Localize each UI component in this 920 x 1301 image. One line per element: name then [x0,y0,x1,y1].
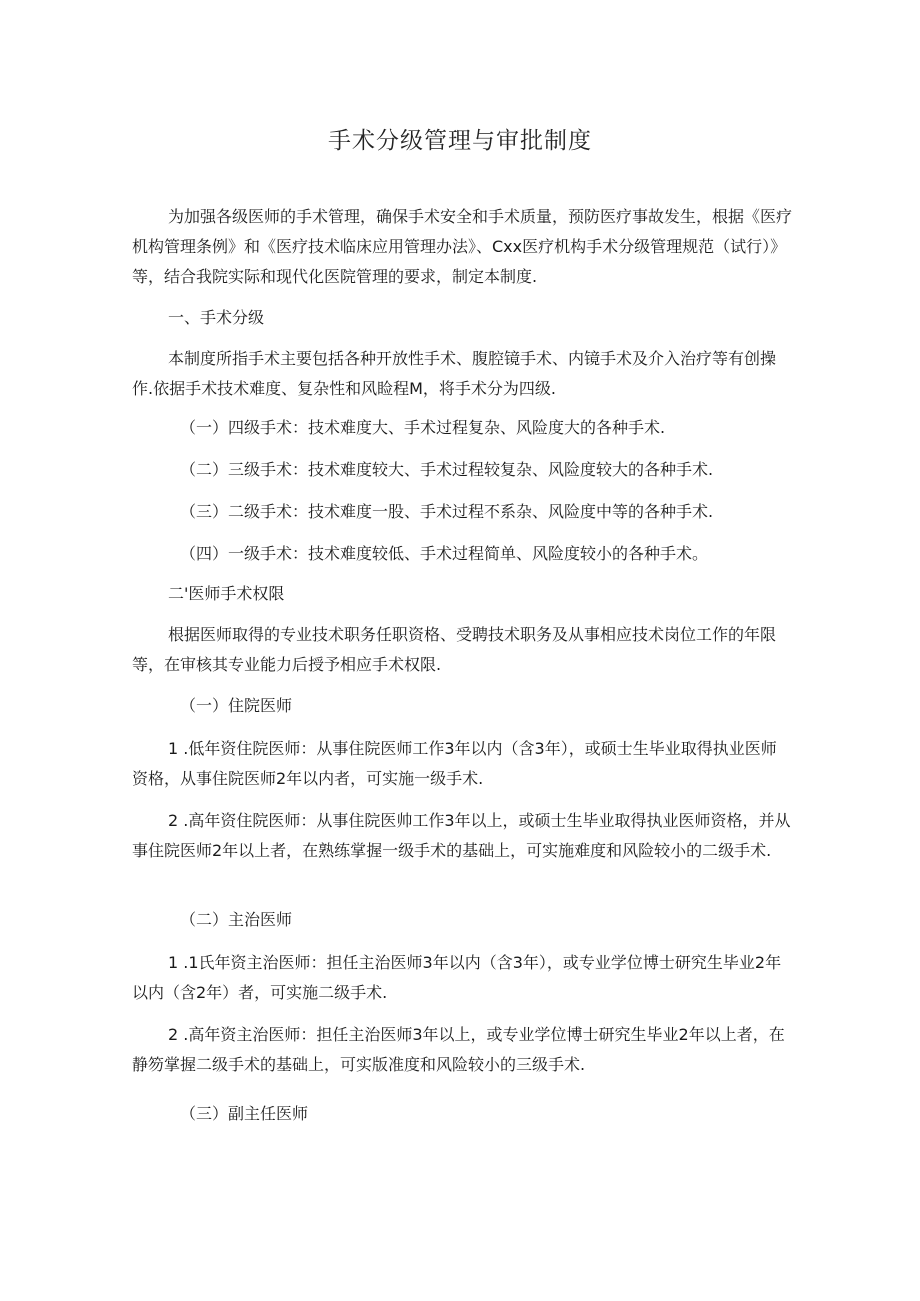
resident-item-1: 1 .低年资住院医师：从事住院医师工作3年以内（含3年），或硕士生毕业取得执业医师资格，从事住院医师2年以内者，可实施一级手术. [132,739,777,788]
level-two-surgery: （三）二级手术：技术难度一股、手术过程不系杂、风险度中等的各种手术. [180,502,714,521]
section2-body: 根据医师取得的专业技术职务任职资格、受聘技术职务及从事相应技术岗位工作的年限等，在审核其专业能力后授予相应手术权限. [132,625,777,674]
attending-item-1: 1 .1氏年资主治医师：担任主治医师3年以内（含3年），或专业学位博士研究生毕业2年以内（含2年）者，可实施二级手术. [132,953,782,1002]
level-four-surgery: （一）四级手术：技术难度大、手术过程复杂、风险度大的各种手术. [180,418,666,437]
section1-body: 本制度所指手术主要包括各种开放性手术、腹腔镜手术、内镜手术及介入治疗等有创操作.依据手术技术难度、复杂性和风睑程M，将手术分为四级. [132,349,777,398]
attending-heading: （二）主治医师 [180,910,293,929]
section-heading-physician-authority: 二'医师手术权限 [168,584,285,603]
level-one-surgery: （四）一级手术：技术难度较低、手术过程简单、风险度较小的各种手术。 [180,544,709,563]
attending-item-2: 2 .高年资主治医师：担任主治医师3年以上，或专业学位博士研究生毕业2年以上者，在静笏掌握二级手术的基础上，可实版准度和风险较小的三级手术. [132,1025,785,1074]
resident-item-2: 2 .高年资住院医师：从事住院医帅工作3年以上，或硕士生毕业取得执业医师资格，并从事住院医师2年以上者，在熟练掌握一级手术的基础上，可实施难度和风险较小的二级手术. [132,811,791,860]
document-title: 手术分级管理与审批制度 [328,128,592,154]
section-heading-surgery-grading: 一、手术分级 [168,308,265,327]
resident-heading: （一）住院医师 [180,696,293,715]
associate-chief-heading: （三）副主任医师 [180,1104,309,1123]
intro-paragraph: 为加强各级医师的手术管理，确保手术安全和手术质量，预防医疗事故发生，根据《医疗机构管理条例》和《医疗技术临床应用管理办法》、Cxx医疗机构手术分级管理规范（试行）》等，结合我院实际和现代化医院管理的要求，制定本制度. [132,207,793,286]
level-three-surgery: （二）三级手术：技术难度较大、手术过程较复杂、风险度较大的各种手术. [180,460,714,479]
